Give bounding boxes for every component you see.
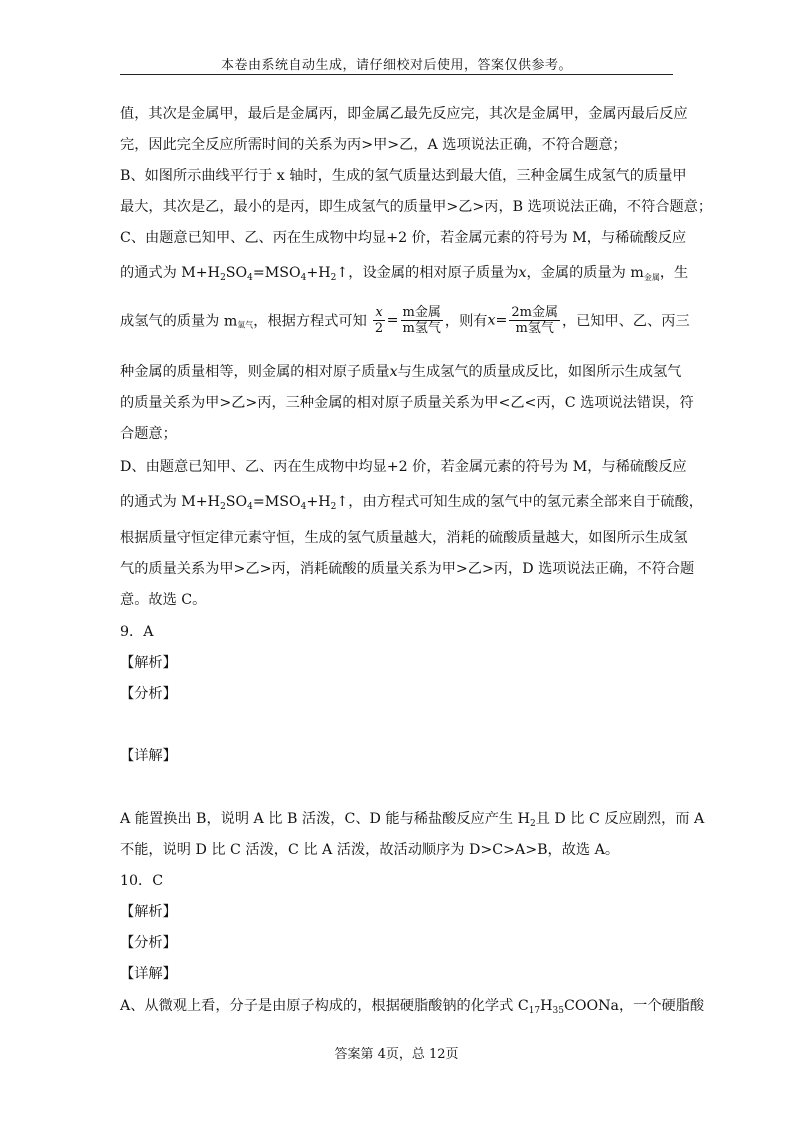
text-line: C、由题意已知甲、乙、丙在生成物中均显+2 价，若金属元素的符号为 M，与稀硫酸反应 xyxy=(120,230,687,246)
text-line: 最大，其次是乙，最小的是丙，即生成氢气的质量甲>乙>丙，B 选项说法正确，不符合题意； xyxy=(120,199,713,215)
text-line: 合题意； xyxy=(120,426,177,442)
text-line: A 能置换出 B，说明 A 比 B 活泼，C、D 能与稀盐酸反应产生 $H_2$且 D 比 C 反应剧烈，而 A xyxy=(120,811,705,829)
fraction: $\frac{\text{2m金属}}{\text{m氢气}}$ xyxy=(511,305,558,336)
formula-line: 的通式为 $M+H_2SO_4=MSO_4+H_2↑$，由方程式可知生成的氢气中的氢元素全部来自于硫酸， xyxy=(120,494,703,512)
text-line: 的质量关系为甲>乙>丙，三种金属的相对原子质量关系为甲<乙<丙，C 选项说法错误，符 xyxy=(120,395,694,411)
section-heading: 【详解】 xyxy=(120,966,177,982)
page-footer: 答案第 4页，总 12页 xyxy=(334,1047,459,1062)
section-heading: 【分析】 xyxy=(120,686,177,702)
formula-line: 成氢气的质量为 $m_{氢气}$，根据方程式可知 $\frac{x}{2}$ = $\frac{\text{m金属}}{\text{m氢气}}$ ，则有x= $\frac{\text{2m金属}}{\text{m氢气}}$ ，已知甲、乙、丙三 xyxy=(120,305,690,336)
section-heading: 【详解】 xyxy=(120,748,177,764)
header-divider xyxy=(120,74,673,75)
page-header: 本卷由系统自动生成，请仔细校对后使用，答案仅供参考。 xyxy=(220,58,572,73)
text-line: 不能，说明 D 比 C 活泼，C 比 A 活泼，故活动顺序为 D>C>A>B，故选 A。 xyxy=(120,842,620,858)
text-line: D、由题意已知甲、乙、丙在生成物中均显+2 价，若金属元素的符号为 M，与稀硫酸反应 xyxy=(120,459,687,475)
question-answer: 9．A xyxy=(120,624,154,640)
text-line: 根据质量守恒定律元素守恒，生成的氢气质量越大，消耗的硫酸质量越大，如图所示生成氢 xyxy=(120,530,688,546)
text-line: 气的质量关系为甲>乙>丙，消耗硫酸的质量关系为甲>乙>丙，D 选项说法正确，不符合题 xyxy=(120,561,695,577)
text-line: 种金属的质量相等，则金属的相对原子质量x与生成氢气的质量成反比，如图所示生成氢气 xyxy=(120,364,682,380)
text-line: B、如图所示曲线平行于 x 轴时，生成的氢气质量达到最大值，三种金属生成氢气的质量甲 xyxy=(120,168,687,184)
formula-line: 的通式为 $M+H_2SO_4=MSO_4+H_2↑$，设金属的相对原子质量为x，金属的质量为 $m_{金属}$，生 xyxy=(120,265,689,283)
question-answer: 10．C xyxy=(120,873,164,889)
fraction: $\frac{\text{m金属}}{\text{m氢气}}$ xyxy=(402,305,441,336)
text-line: 意。故选 C。 xyxy=(120,592,207,608)
section-heading: 【解析】 xyxy=(120,655,177,671)
section-heading: 【分析】 xyxy=(120,935,177,951)
text-line: A、从微观上看，分子是由原子构成的，根据硬脂酸钠的化学式 $C_{17}H_{35}COONa$，一个硬脂酸 xyxy=(120,998,705,1016)
text-line: 值，其次是金属甲，最后是金属丙，即金属乙最先反应完，其次是金属甲，金属丙最后反应 xyxy=(120,106,688,122)
text-line: 完，因此完全反应所需时间的关系为丙>甲>乙，A 选项说法正确，不符合题意； xyxy=(120,137,627,153)
section-heading: 【解析】 xyxy=(120,904,177,920)
fraction: $\frac{x}{2}$ xyxy=(374,305,384,336)
